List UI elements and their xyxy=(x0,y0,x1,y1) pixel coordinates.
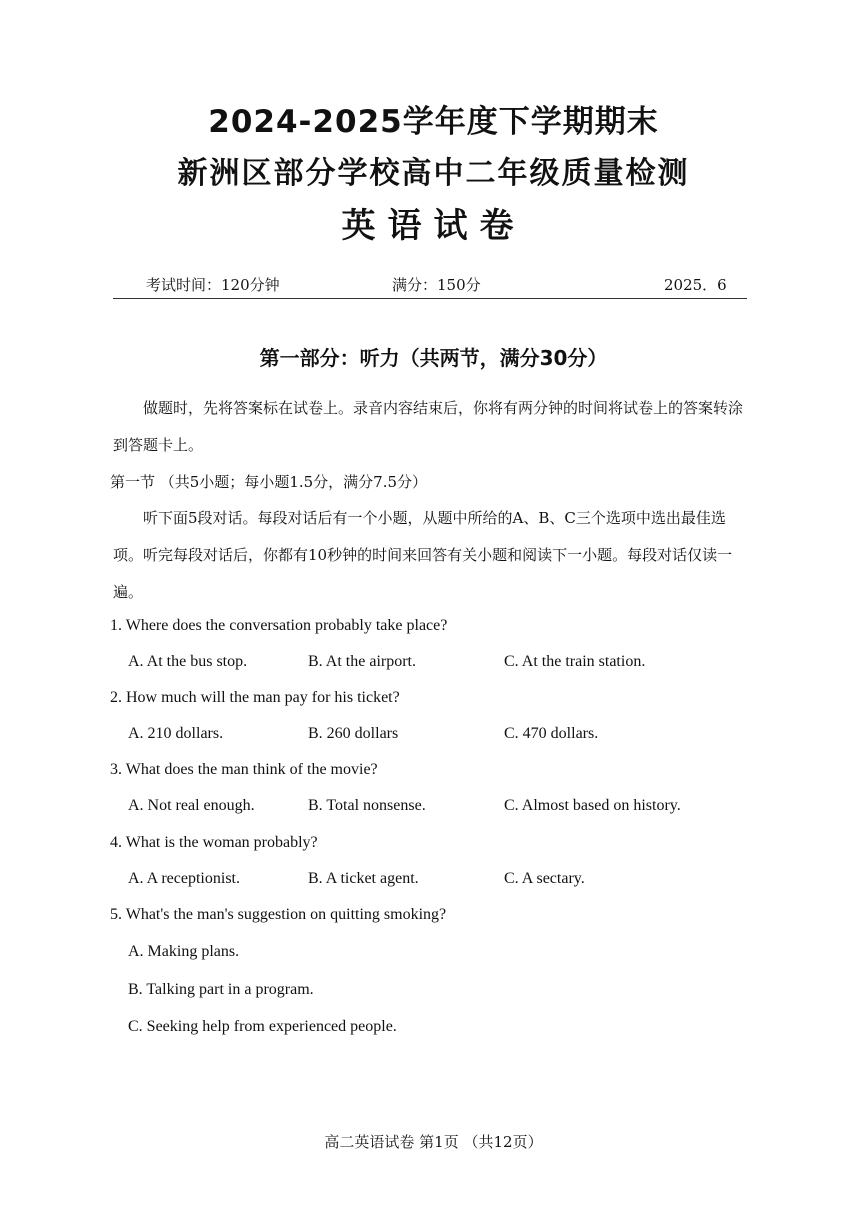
q3-option-a: A. Not real enough. xyxy=(128,797,255,814)
section1-intro: 听下面5段对话。每段对话后有一个小题，从题中所给的A、B、C三个选项中选出最佳选项。听完每段对话后，你都有10秒钟的时间来回答有关小题和阅读下一小题。每段对话仅读一遍。 xyxy=(113,509,733,601)
question-3: 3. What does the man think of the movie? xyxy=(110,761,378,778)
exam-subject-title: 英语试卷 xyxy=(341,206,526,246)
q1-option-c: C. At the train station. xyxy=(504,653,646,670)
question-5: 5. What's the man's suggestion on quitting smoking? xyxy=(110,906,447,923)
page-footer: 高二英语试卷 第1页 （共12页） xyxy=(324,1133,543,1151)
section1-title: 第一节 （共5小题；每小题1.5分，满分7.5分） xyxy=(110,473,428,491)
question-1: 1. Where does the conversation probably take place? xyxy=(110,617,448,634)
q2-option-b: B. 260 dollars xyxy=(308,725,399,742)
exam-title-line2: 新洲区部分学校高中二年级质量检测 xyxy=(177,156,690,191)
q4-option-c: C. A sectary. xyxy=(504,870,585,887)
q4-option-b: B. A ticket agent. xyxy=(308,870,419,887)
part1-title: 第一部分：听力（共两节，满分30分） xyxy=(259,346,608,370)
exam-date: 2025．6 xyxy=(664,276,727,294)
q5-option-c: C. Seeking help from experienced people. xyxy=(128,1018,397,1035)
question-4: 4. What is the woman probably? xyxy=(110,834,318,851)
exam-title-line1: 2024-2025学年度下学期期末 xyxy=(208,104,659,140)
q2-option-a: A. 210 dollars. xyxy=(128,725,224,742)
q4-option-a: A. A receptionist. xyxy=(128,870,240,887)
q5-option-a: A. Making plans. xyxy=(128,943,240,960)
exam-time: 考试时间：120分钟 xyxy=(146,276,280,294)
q1-option-b: B. At the airport. xyxy=(308,653,416,670)
q3-option-b: B. Total nonsense. xyxy=(308,797,426,814)
header-rule xyxy=(113,298,747,299)
q3-option-c: C. Almost based on history. xyxy=(504,797,681,814)
part1-intro: 做题时，先将答案标在试卷上。录音内容结束后，你将有两分钟的时间将试卷上的答案转涂到答题卡上。 xyxy=(113,399,744,454)
question-2: 2. How much will the man pay for his ticket? xyxy=(110,689,400,706)
q5-option-b: B. Talking part in a program. xyxy=(128,981,314,998)
q2-option-c: C. 470 dollars. xyxy=(504,725,599,742)
exam-score: 满分：150分 xyxy=(392,276,481,294)
q1-option-a: A. At the bus stop. xyxy=(128,653,248,670)
